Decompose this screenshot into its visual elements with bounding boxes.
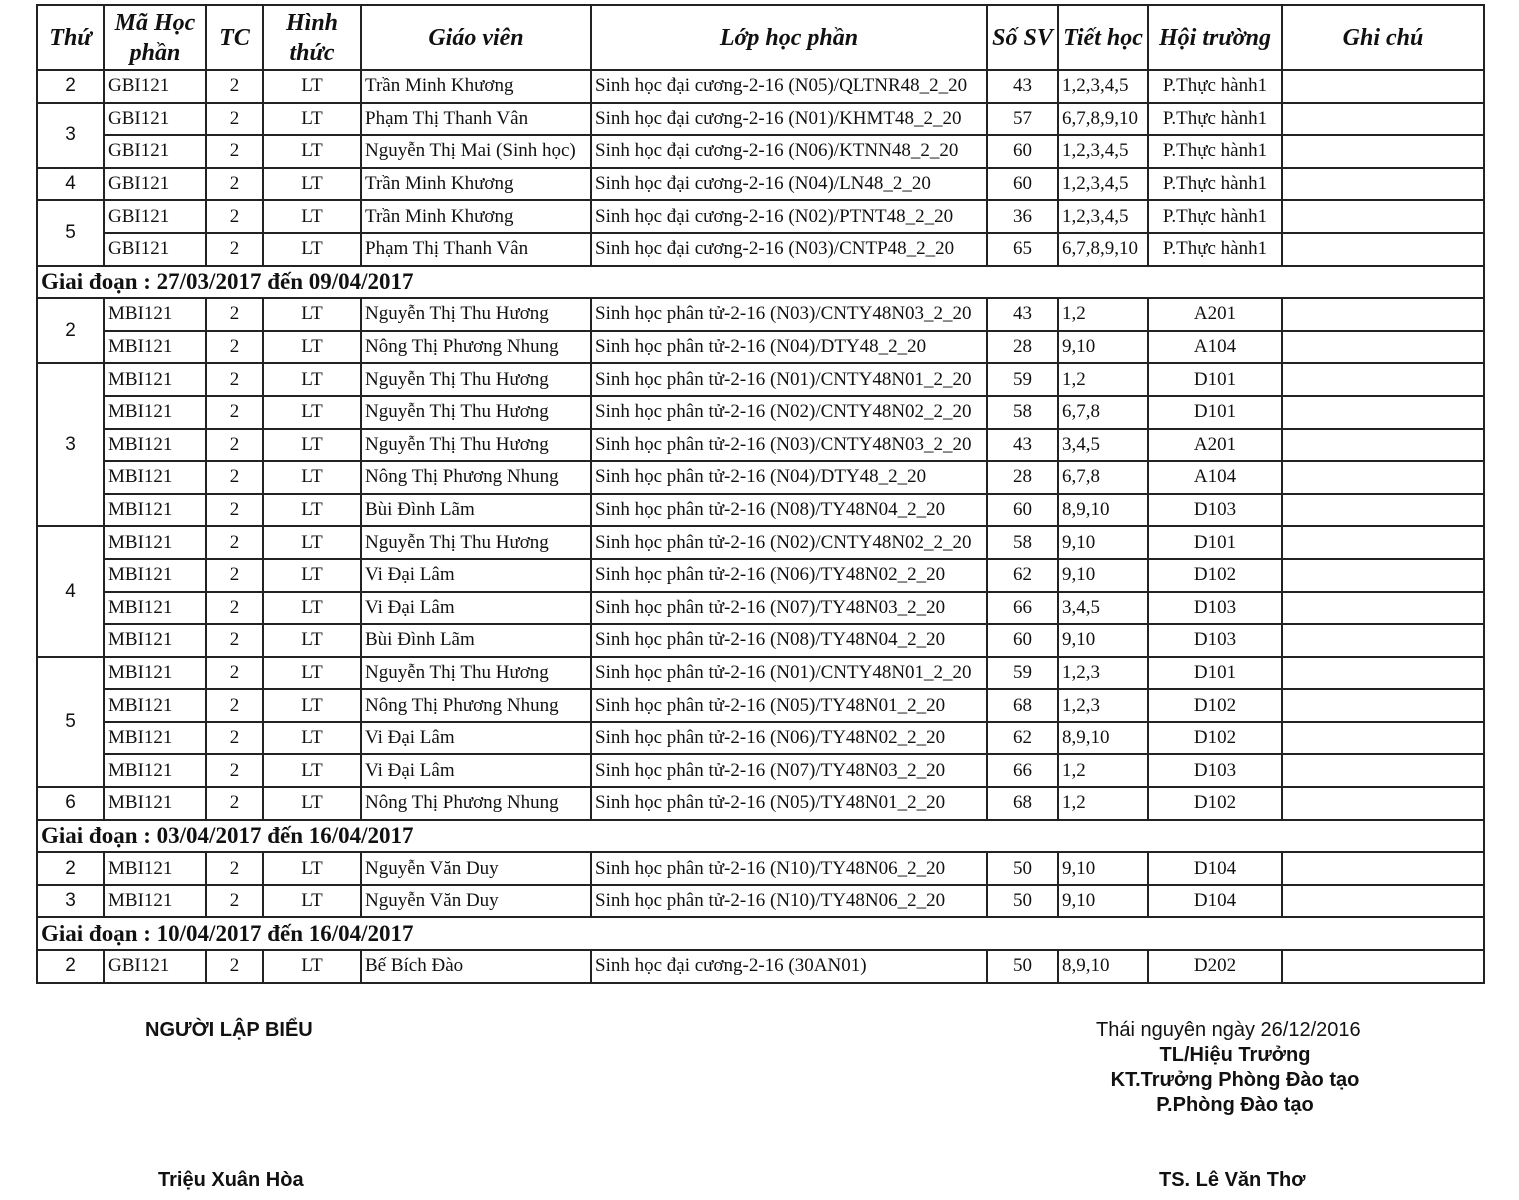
form-cell: LT — [263, 233, 361, 266]
students-cell: 59 — [987, 363, 1058, 396]
class-cell: Sinh học phân tử-2-16 (N03)/CNTY48N03_2_20 — [591, 429, 987, 462]
hall-cell: D103 — [1148, 624, 1282, 657]
hall-cell: D103 — [1148, 592, 1282, 625]
teacher-cell: Nông Thị Phương Nhung — [361, 461, 591, 494]
students-cell: 43 — [987, 70, 1058, 103]
credits-cell: 2 — [206, 103, 263, 136]
code-cell: MBI121 — [104, 331, 206, 364]
header-hinh-thuc: Hình thức — [263, 5, 361, 70]
students-cell: 57 — [987, 103, 1058, 136]
students-cell: 43 — [987, 298, 1058, 331]
header-ghi-chu: Ghi chú — [1282, 5, 1484, 70]
table-row — [37, 950, 1484, 983]
code-cell: GBI121 — [104, 200, 206, 233]
students-cell: 68 — [987, 787, 1058, 820]
note-cell — [1282, 885, 1484, 918]
table-row — [37, 852, 1484, 885]
teacher-cell: Bùi Đình Lãm — [361, 624, 591, 657]
day-cell: 4 — [37, 168, 104, 201]
periods-cell: 1,2,3,4,5 — [1058, 168, 1148, 201]
students-cell: 58 — [987, 526, 1058, 559]
table-row — [37, 494, 1484, 527]
class-cell: Sinh học phân tử-2-16 (N04)/DTY48_2_20 — [591, 331, 987, 364]
students-cell: 66 — [987, 754, 1058, 787]
class-cell: Sinh học phân tử-2-16 (N02)/CNTY48N02_2_20 — [591, 526, 987, 559]
periods-cell: 3,4,5 — [1058, 592, 1148, 625]
note-cell — [1282, 787, 1484, 820]
footer-right-line3: P.Phòng Đào tạo — [1156, 1094, 1314, 1116]
periods-cell: 6,7,8,9,10 — [1058, 233, 1148, 266]
teacher-cell: Nguyễn Thị Thu Hương — [361, 396, 591, 429]
periods-cell: 1,2,3 — [1058, 689, 1148, 722]
credits-cell: 2 — [206, 624, 263, 657]
header-giao-vien: Giáo viên — [361, 5, 591, 70]
code-cell: MBI121 — [104, 689, 206, 722]
table-row — [37, 461, 1484, 494]
header-tc: TC — [206, 5, 263, 70]
credits-cell: 2 — [206, 787, 263, 820]
hall-cell: D104 — [1148, 885, 1282, 918]
table-row — [37, 331, 1484, 364]
note-cell — [1282, 592, 1484, 625]
day-cell: 2 — [37, 852, 104, 885]
hall-cell: D103 — [1148, 754, 1282, 787]
code-cell: GBI121 — [104, 70, 206, 103]
code-cell: MBI121 — [104, 559, 206, 592]
periods-cell: 8,9,10 — [1058, 722, 1148, 755]
class-cell: Sinh học đại cương-2-16 (N01)/KHMT48_2_20 — [591, 103, 987, 136]
credits-cell: 2 — [206, 396, 263, 429]
hall-cell: D101 — [1148, 396, 1282, 429]
hall-cell: P.Thực hành1 — [1148, 70, 1282, 103]
hall-cell: P.Thực hành1 — [1148, 103, 1282, 136]
class-cell: Sinh học đại cương-2-16 (N03)/CNTP48_2_20 — [591, 233, 987, 266]
code-cell: MBI121 — [104, 526, 206, 559]
class-cell: Sinh học phân tử-2-16 (N01)/CNTY48N01_2_20 — [591, 363, 987, 396]
code-cell: MBI121 — [104, 429, 206, 462]
class-cell: Sinh học phân tử-2-16 (N06)/TY48N02_2_20 — [591, 559, 987, 592]
note-cell — [1282, 363, 1484, 396]
day-cell: 2 — [37, 70, 104, 103]
code-cell: GBI121 — [104, 168, 206, 201]
class-cell: Sinh học đại cương-2-16 (N06)/KTNN48_2_20 — [591, 135, 987, 168]
footer-right-line2: KT.Trưởng Phòng Đào tạo — [1110, 1069, 1360, 1091]
teacher-cell: Nguyễn Văn Duy — [361, 885, 591, 918]
code-cell: MBI121 — [104, 396, 206, 429]
form-cell: LT — [263, 559, 361, 592]
footer-left-name: Triệu Xuân Hòa — [158, 1169, 304, 1191]
periods-cell: 1,2,3,4,5 — [1058, 70, 1148, 103]
code-cell: GBI121 — [104, 233, 206, 266]
header-lop-hoc-phan: Lớp học phần — [591, 5, 987, 70]
form-cell: LT — [263, 657, 361, 690]
code-cell: MBI121 — [104, 461, 206, 494]
day-cell: 4 — [37, 526, 104, 656]
code-cell: MBI121 — [104, 657, 206, 690]
credits-cell: 2 — [206, 592, 263, 625]
periods-cell: 6,7,8 — [1058, 461, 1148, 494]
periods-cell: 1,2,3,4,5 — [1058, 200, 1148, 233]
table-row — [37, 103, 1484, 136]
students-cell: 62 — [987, 722, 1058, 755]
teacher-cell: Trần Minh Khương — [361, 168, 591, 201]
table-row — [37, 559, 1484, 592]
code-cell: MBI121 — [104, 494, 206, 527]
header-so-sv: Số SV — [987, 5, 1058, 70]
teacher-cell: Nông Thị Phương Nhung — [361, 689, 591, 722]
table-row — [37, 754, 1484, 787]
periods-cell: 9,10 — [1058, 624, 1148, 657]
note-cell — [1282, 494, 1484, 527]
code-cell: GBI121 — [104, 950, 206, 983]
hall-cell: P.Thực hành1 — [1148, 233, 1282, 266]
day-cell: 6 — [37, 787, 104, 820]
phase-row — [37, 266, 1484, 299]
students-cell: 65 — [987, 233, 1058, 266]
class-cell: Sinh học phân tử-2-16 (N10)/TY48N06_2_20 — [591, 852, 987, 885]
form-cell: LT — [263, 298, 361, 331]
code-cell: MBI121 — [104, 363, 206, 396]
table-row — [37, 363, 1484, 396]
note-cell — [1282, 526, 1484, 559]
students-cell: 36 — [987, 200, 1058, 233]
credits-cell: 2 — [206, 657, 263, 690]
table-row — [37, 885, 1484, 918]
table-row — [37, 135, 1484, 168]
table-row — [37, 657, 1484, 690]
class-cell: Sinh học đại cương-2-16 (N05)/QLTNR48_2_20 — [591, 70, 987, 103]
hall-cell: D102 — [1148, 689, 1282, 722]
class-cell: Sinh học phân tử-2-16 (N07)/TY48N03_2_20 — [591, 592, 987, 625]
teacher-cell: Nông Thị Phương Nhung — [361, 331, 591, 364]
hall-cell: D102 — [1148, 722, 1282, 755]
day-cell: 2 — [37, 950, 104, 983]
teacher-cell: Vi Đại Lâm — [361, 592, 591, 625]
schedule-body — [37, 70, 1484, 983]
phase-label: Giai đoạn : 10/04/2017 đến 16/04/2017 — [37, 917, 1484, 950]
header-row — [37, 5, 1484, 70]
day-cell: 5 — [37, 657, 104, 787]
form-cell: LT — [263, 168, 361, 201]
note-cell — [1282, 689, 1484, 722]
class-cell: Sinh học phân tử-2-16 (N02)/CNTY48N02_2_20 — [591, 396, 987, 429]
form-cell: LT — [263, 396, 361, 429]
note-cell — [1282, 657, 1484, 690]
header-hoi-truong: Hội trường — [1148, 5, 1282, 70]
code-cell: GBI121 — [104, 103, 206, 136]
periods-cell: 3,4,5 — [1058, 429, 1148, 462]
note-cell — [1282, 461, 1484, 494]
code-cell: MBI121 — [104, 592, 206, 625]
form-cell: LT — [263, 103, 361, 136]
students-cell: 60 — [987, 168, 1058, 201]
credits-cell: 2 — [206, 298, 263, 331]
form-cell: LT — [263, 70, 361, 103]
teacher-cell: Nguyễn Thị Thu Hương — [361, 298, 591, 331]
hall-cell: P.Thực hành1 — [1148, 168, 1282, 201]
table-row — [37, 298, 1484, 331]
teacher-cell: Nguyễn Thị Mai (Sinh học) — [361, 135, 591, 168]
class-cell: Sinh học phân tử-2-16 (N08)/TY48N04_2_20 — [591, 494, 987, 527]
phase-label: Giai đoạn : 03/04/2017 đến 16/04/2017 — [37, 820, 1484, 853]
table-row — [37, 168, 1484, 201]
phase-label: Giai đoạn : 27/03/2017 đến 09/04/2017 — [37, 266, 1484, 299]
form-cell: LT — [263, 429, 361, 462]
periods-cell: 1,2,3,4,5 — [1058, 135, 1148, 168]
table-row — [37, 233, 1484, 266]
teacher-cell: Phạm Thị Thanh Vân — [361, 233, 591, 266]
form-cell: LT — [263, 950, 361, 983]
students-cell: 62 — [987, 559, 1058, 592]
day-cell: 3 — [37, 363, 104, 526]
credits-cell: 2 — [206, 461, 263, 494]
credits-cell: 2 — [206, 70, 263, 103]
note-cell — [1282, 200, 1484, 233]
hall-cell: D102 — [1148, 787, 1282, 820]
credits-cell: 2 — [206, 754, 263, 787]
credits-cell: 2 — [206, 168, 263, 201]
periods-cell: 1,2 — [1058, 754, 1148, 787]
credits-cell: 2 — [206, 722, 263, 755]
students-cell: 66 — [987, 592, 1058, 625]
students-cell: 68 — [987, 689, 1058, 722]
class-cell: Sinh học phân tử-2-16 (N06)/TY48N02_2_20 — [591, 722, 987, 755]
teacher-cell: Nguyễn Thị Thu Hương — [361, 657, 591, 690]
day-cell: 3 — [37, 885, 104, 918]
note-cell — [1282, 624, 1484, 657]
note-cell — [1282, 103, 1484, 136]
form-cell: LT — [263, 461, 361, 494]
periods-cell: 9,10 — [1058, 559, 1148, 592]
day-cell: 2 — [37, 298, 104, 363]
class-cell: Sinh học phân tử-2-16 (N05)/TY48N01_2_20 — [591, 689, 987, 722]
class-cell: Sinh học phân tử-2-16 (N07)/TY48N03_2_20 — [591, 754, 987, 787]
form-cell: LT — [263, 200, 361, 233]
table-row — [37, 200, 1484, 233]
table-row — [37, 592, 1484, 625]
form-cell: LT — [263, 885, 361, 918]
teacher-cell: Phạm Thị Thanh Vân — [361, 103, 591, 136]
code-cell: MBI121 — [104, 298, 206, 331]
header-thu: Thứ — [37, 5, 104, 70]
credits-cell: 2 — [206, 363, 263, 396]
hall-cell: A104 — [1148, 331, 1282, 364]
students-cell: 60 — [987, 624, 1058, 657]
hall-cell: D202 — [1148, 950, 1282, 983]
note-cell — [1282, 559, 1484, 592]
note-cell — [1282, 950, 1484, 983]
class-cell: Sinh học phân tử-2-16 (N10)/TY48N06_2_20 — [591, 885, 987, 918]
periods-cell: 9,10 — [1058, 852, 1148, 885]
hall-cell: D104 — [1148, 852, 1282, 885]
hall-cell: P.Thực hành1 — [1148, 200, 1282, 233]
day-cell: 3 — [37, 103, 104, 168]
credits-cell: 2 — [206, 559, 263, 592]
hall-cell: P.Thực hành1 — [1148, 135, 1282, 168]
hall-cell: D101 — [1148, 657, 1282, 690]
header-ma-hoc-phan: Mã Học phần — [104, 5, 206, 70]
teacher-cell: Vi Đại Lâm — [361, 559, 591, 592]
code-cell: MBI121 — [104, 852, 206, 885]
table-row — [37, 396, 1484, 429]
table-row — [37, 429, 1484, 462]
credits-cell: 2 — [206, 852, 263, 885]
credits-cell: 2 — [206, 885, 263, 918]
form-cell: LT — [263, 689, 361, 722]
code-cell: GBI121 — [104, 135, 206, 168]
class-cell: Sinh học đại cương-2-16 (N02)/PTNT48_2_20 — [591, 200, 987, 233]
periods-cell: 6,7,8,9,10 — [1058, 103, 1148, 136]
form-cell: LT — [263, 494, 361, 527]
teacher-cell: Nguyễn Thị Thu Hương — [361, 526, 591, 559]
footer-right-line1: TL/Hiệu Trưởng — [1159, 1044, 1311, 1066]
code-cell: MBI121 — [104, 787, 206, 820]
teacher-cell: Nguyễn Văn Duy — [361, 852, 591, 885]
form-cell: LT — [263, 787, 361, 820]
periods-cell: 9,10 — [1058, 885, 1148, 918]
credits-cell: 2 — [206, 233, 263, 266]
hall-cell: A201 — [1148, 298, 1282, 331]
periods-cell: 1,2 — [1058, 363, 1148, 396]
note-cell — [1282, 754, 1484, 787]
form-cell: LT — [263, 852, 361, 885]
periods-cell: 1,2,3 — [1058, 657, 1148, 690]
students-cell: 58 — [987, 396, 1058, 429]
students-cell: 50 — [987, 950, 1058, 983]
hall-cell: D102 — [1148, 559, 1282, 592]
table-row — [37, 689, 1484, 722]
note-cell — [1282, 298, 1484, 331]
credits-cell: 2 — [206, 526, 263, 559]
class-cell: Sinh học đại cương-2-16 (N04)/LN48_2_20 — [591, 168, 987, 201]
students-cell: 59 — [987, 657, 1058, 690]
periods-cell: 1,2 — [1058, 787, 1148, 820]
note-cell — [1282, 396, 1484, 429]
note-cell — [1282, 722, 1484, 755]
code-cell: MBI121 — [104, 624, 206, 657]
hall-cell: A201 — [1148, 429, 1282, 462]
teacher-cell: Trần Minh Khương — [361, 70, 591, 103]
day-cell: 5 — [37, 200, 104, 265]
periods-cell: 9,10 — [1058, 331, 1148, 364]
students-cell: 50 — [987, 852, 1058, 885]
class-cell: Sinh học phân tử-2-16 (N04)/DTY48_2_20 — [591, 461, 987, 494]
note-cell — [1282, 331, 1484, 364]
note-cell — [1282, 168, 1484, 201]
class-cell: Sinh học phân tử-2-16 (N08)/TY48N04_2_20 — [591, 624, 987, 657]
students-cell: 60 — [987, 135, 1058, 168]
footer-right-name: TS. Lê Văn Thơ — [1159, 1169, 1306, 1191]
periods-cell: 8,9,10 — [1058, 494, 1148, 527]
credits-cell: 2 — [206, 950, 263, 983]
credits-cell: 2 — [206, 135, 263, 168]
teacher-cell: Trần Minh Khương — [361, 200, 591, 233]
footer-right-date: Thái nguyên ngày 26/12/2016 — [1096, 1019, 1361, 1041]
teacher-cell: Vi Đại Lâm — [361, 754, 591, 787]
form-cell: LT — [263, 754, 361, 787]
credits-cell: 2 — [206, 494, 263, 527]
students-cell: 50 — [987, 885, 1058, 918]
teacher-cell: Nông Thị Phương Nhung — [361, 787, 591, 820]
table-row — [37, 70, 1484, 103]
teacher-cell: Bùi Đình Lãm — [361, 494, 591, 527]
periods-cell: 6,7,8 — [1058, 396, 1148, 429]
students-cell: 28 — [987, 331, 1058, 364]
students-cell: 43 — [987, 429, 1058, 462]
form-cell: LT — [263, 363, 361, 396]
periods-cell: 1,2 — [1058, 298, 1148, 331]
form-cell: LT — [263, 135, 361, 168]
class-cell: Sinh học đại cương-2-16 (30AN01) — [591, 950, 987, 983]
table-row — [37, 787, 1484, 820]
credits-cell: 2 — [206, 689, 263, 722]
teacher-cell: Vi Đại Lâm — [361, 722, 591, 755]
form-cell: LT — [263, 592, 361, 625]
note-cell — [1282, 852, 1484, 885]
class-cell: Sinh học phân tử-2-16 (N05)/TY48N01_2_20 — [591, 787, 987, 820]
code-cell: MBI121 — [104, 754, 206, 787]
table-row — [37, 624, 1484, 657]
note-cell — [1282, 70, 1484, 103]
periods-cell: 9,10 — [1058, 526, 1148, 559]
table-row — [37, 526, 1484, 559]
students-cell: 60 — [987, 494, 1058, 527]
hall-cell: D101 — [1148, 526, 1282, 559]
form-cell: LT — [263, 624, 361, 657]
note-cell — [1282, 135, 1484, 168]
hall-cell: D103 — [1148, 494, 1282, 527]
class-cell: Sinh học phân tử-2-16 (N03)/CNTY48N03_2_20 — [591, 298, 987, 331]
form-cell: LT — [263, 722, 361, 755]
phase-row — [37, 917, 1484, 950]
teacher-cell: Nguyễn Thị Thu Hương — [361, 363, 591, 396]
note-cell — [1282, 233, 1484, 266]
hall-cell: A104 — [1148, 461, 1282, 494]
credits-cell: 2 — [206, 200, 263, 233]
teacher-cell: Bế Bích Đào — [361, 950, 591, 983]
class-cell: Sinh học phân tử-2-16 (N01)/CNTY48N01_2_20 — [591, 657, 987, 690]
code-cell: MBI121 — [104, 722, 206, 755]
hall-cell: D101 — [1148, 363, 1282, 396]
schedule-table — [36, 4, 1485, 984]
header-tiet-hoc: Tiết học — [1058, 5, 1148, 70]
phase-row — [37, 820, 1484, 853]
credits-cell: 2 — [206, 331, 263, 364]
footer-left-title: NGƯỜI LẬP BIỂU — [145, 1019, 313, 1041]
teacher-cell: Nguyễn Thị Thu Hương — [361, 429, 591, 462]
students-cell: 28 — [987, 461, 1058, 494]
table-row — [37, 722, 1484, 755]
periods-cell: 8,9,10 — [1058, 950, 1148, 983]
code-cell: MBI121 — [104, 885, 206, 918]
note-cell — [1282, 429, 1484, 462]
form-cell: LT — [263, 331, 361, 364]
credits-cell: 2 — [206, 429, 263, 462]
form-cell: LT — [263, 526, 361, 559]
